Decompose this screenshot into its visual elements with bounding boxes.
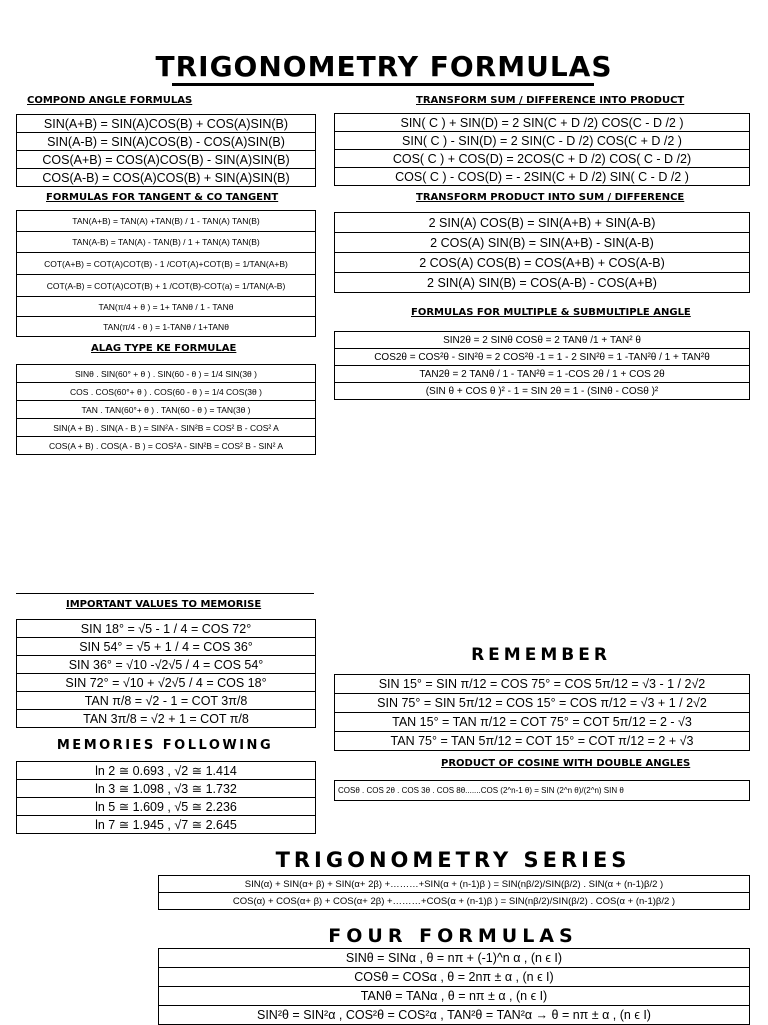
memories-table <box>16 761 316 834</box>
four-formulas-row: SIN²θ = SIN²α , COS²θ = COS²α , TAN²θ = TAN²α → θ = nπ ± α , (n ϵ I) <box>159 1006 749 1025</box>
tangent-row: TAN(π/4 - θ ) = 1-TANθ / 1+TANθ <box>17 317 315 337</box>
sum-to-product-row: COS( C ) - COS(D) = - 2SIN(C + D /2) SIN( C - D /2 ) <box>335 168 749 186</box>
sum-to-product-table <box>334 113 750 186</box>
alag-row: COS(A + B) . COS(A - B ) = COS²A - SIN²B = COS² B - SIN² A <box>17 437 315 455</box>
four-formulas-row: TANθ = TANα , θ = nπ ± α , (n ϵ I) <box>159 987 749 1006</box>
compound-row: SIN(A-B) = SIN(A)COS(B) - COS(A)SIN(B) <box>17 133 315 151</box>
four-formulas-row: COSθ = COSα , θ = 2nπ ± α , (n ϵ I) <box>159 968 749 987</box>
divider <box>16 593 314 594</box>
product-cosine-heading: PRODUCT OF COSINE WITH DOUBLE ANGLES <box>441 758 691 769</box>
compound-row: COS(A-B) = COS(A)COS(B) + SIN(A)SIN(B) <box>17 169 315 187</box>
memories-row: ln 5 ≅ 1.609 , √5 ≅ 2.236 <box>17 798 315 816</box>
tangent-row: COT(A+B) = COT(A)COT(B) - 1 /COT(A)+COT(B) = 1/TAN(A+B) <box>17 253 315 275</box>
memories-heading: MEMORIES FOLLOWING <box>56 738 274 753</box>
alag-row: SIN(A + B) . SIN(A - B ) = SIN²A - SIN²B = COS² B - COS² A <box>17 419 315 437</box>
remember-heading: REMEMBER <box>471 645 611 665</box>
important-row: SIN 54° = √5 + 1 / 4 = COS 36° <box>17 638 315 656</box>
sum-to-product-row: COS( C ) + COS(D) = 2COS(C + D /2) COS( C - D /2) <box>335 150 749 168</box>
multiple-angle-row: COS2θ = COS²θ - SIN²θ = 2 COS²θ -1 = 1 - 2 SIN²θ = 1 -TAN²θ / 1 + TAN²θ <box>335 349 749 366</box>
important-row: TAN 3π/8 = √2 + 1 = COT π/8 <box>17 710 315 728</box>
important-row: SIN 18° = √5 - 1 / 4 = COS 72° <box>17 620 315 638</box>
product-to-sum-heading: TRANSFORM PRODUCT INTO SUM / DIFFERENCE <box>416 192 685 203</box>
alag-row: SINθ . SIN(60° + θ ) . SIN(60 - θ ) = 1/4 SIN(3θ ) <box>17 365 315 383</box>
sum-to-product-row: SIN( C ) - SIN(D) = 2 SIN(C - D /2) COS(C + D /2 ) <box>335 132 749 150</box>
product-to-sum-row: 2 SIN(A) SIN(B) = COS(A-B) - COS(A+B) <box>335 273 749 293</box>
product-to-sum-row: 2 COS(A) SIN(B) = SIN(A+B) - SIN(A-B) <box>335 233 749 253</box>
remember-row: TAN 75° = TAN 5π/12 = COT 15° = COT π/12 = 2 + √3 <box>335 732 749 751</box>
tangent-row: TAN(A+B) = TAN(A) +TAN(B) / 1 - TAN(A) TAN(B) <box>17 211 315 232</box>
product-to-sum-row: 2 SIN(A) COS(B) = SIN(A+B) + SIN(A-B) <box>335 213 749 233</box>
multiple-angle-row: SIN2θ = 2 SINθ COSθ = 2 TANθ /1 + TAN² θ <box>335 332 749 349</box>
remember-row: TAN 15° = TAN π/12 = COT 75° = COT 5π/12 = 2 - √3 <box>335 713 749 732</box>
four-formulas-row: SINθ = SINα , θ = nπ + (-1)^n α , (n ϵ I) <box>159 949 749 968</box>
series-row: SIN(α) + SIN(α+ β) + SIN(α+ 2β) +………+SIN(α + (n-1)β ) = SIN(nβ/2)/SIN(β/2) . SIN(α + (n-1)β/2 ) <box>159 876 749 893</box>
important-row: SIN 72° = √10 + √2√5 / 4 = COS 18° <box>17 674 315 692</box>
important-row: TAN π/8 = √2 - 1 = COT 3π/8 <box>17 692 315 710</box>
product-cosine-row: COSθ . COS 2θ . COS 3θ . COS 8θ.......COS (2^n-1 θ) = SIN (2^n θ)/(2^n) SIN θ <box>335 781 749 801</box>
remember-table <box>334 674 750 751</box>
series-heading: TRIGONOMETRY SERIES <box>275 848 631 872</box>
title-underline <box>172 83 594 86</box>
series-table <box>158 875 750 910</box>
tangent-row: COT(A-B) = COT(A)COT(B) + 1 /COT(B)-COT(a) = 1/TAN(A-B) <box>17 275 315 297</box>
product-to-sum-table <box>334 212 750 293</box>
compound-row: COS(A+B) = COS(A)COS(B) - SIN(A)SIN(B) <box>17 151 315 169</box>
four-formulas-heading: FOUR FORMULAS <box>328 925 578 947</box>
remember-row: SIN 75° = SIN 5π/12 = COS 15° = COS π/12 = √3 + 1 / 2√2 <box>335 694 749 713</box>
alag-table <box>16 364 316 455</box>
tangent-heading: FORMULAS FOR TANGENT & CO TANGENT <box>46 192 279 203</box>
important-row: SIN 36° = √10 -√2√5 / 4 = COS 54° <box>17 656 315 674</box>
product-to-sum-row: 2 COS(A) COS(B) = COS(A+B) + COS(A-B) <box>335 253 749 273</box>
product-cosine-table <box>334 780 750 801</box>
sum-to-product-heading: TRANSFORM SUM / DIFFERENCE INTO PRODUCT <box>416 95 685 106</box>
alag-heading: ALAG TYPE KE FORMULAE <box>91 343 237 354</box>
multiple-angle-row: (SIN θ + COS θ )² - 1 = SIN 2θ = 1 - (SINθ - COSθ )² <box>335 383 749 400</box>
important-table <box>16 619 316 728</box>
tangent-row: TAN(A-B) = TAN(A) - TAN(B) / 1 + TAN(A) TAN(B) <box>17 232 315 253</box>
alag-row: TAN . TAN(60°+ θ ) . TAN(60 - θ ) = TAN(3θ ) <box>17 401 315 419</box>
tangent-table <box>16 210 316 337</box>
multiple-angle-heading: FORMULAS FOR MULTIPLE & SUBMULTIPLE ANGLE <box>411 307 691 318</box>
page-title: TRIGONOMETRY FORMULAS <box>155 50 613 83</box>
compound-row: SIN(A+B) = SIN(A)COS(B) + COS(A)SIN(B) <box>17 115 315 133</box>
tangent-row: TAN(π/4 + θ ) = 1+ TANθ / 1 - TANθ <box>17 297 315 317</box>
compound-heading: COMPOND ANGLE FORMULAS <box>27 95 193 106</box>
memories-row: ln 2 ≅ 0.693 , √2 ≅ 1.414 <box>17 762 315 780</box>
multiple-angle-row: TAN2θ = 2 TANθ / 1 - TAN²θ = 1 -COS 2θ / 1 + COS 2θ <box>335 366 749 383</box>
sum-to-product-row: SIN( C ) + SIN(D) = 2 SIN(C + D /2) COS(C - D /2 ) <box>335 114 749 132</box>
important-heading: IMPORTANT VALUES TO MEMORISE <box>66 599 262 610</box>
remember-row: SIN 15° = SIN π/12 = COS 75° = COS 5π/12 = √3 - 1 / 2√2 <box>335 675 749 694</box>
series-row: COS(α) + COS(α+ β) + COS(α+ 2β) +………+COS(α + (n-1)β ) = SIN(nβ/2)/SIN(β/2) . COS(α + (n-1)β/2 ) <box>159 893 749 910</box>
compound-table <box>16 114 316 187</box>
alag-row: COS . COS(60°+ θ ) . COS(60 - θ ) = 1/4 COS(3θ ) <box>17 383 315 401</box>
multiple-angle-table <box>334 331 750 400</box>
four-formulas-table <box>158 948 750 1025</box>
memories-row: ln 7 ≅ 1.945 , √7 ≅ 2.645 <box>17 816 315 834</box>
divider <box>16 186 315 187</box>
memories-row: ln 3 ≅ 1.098 , √3 ≅ 1.732 <box>17 780 315 798</box>
